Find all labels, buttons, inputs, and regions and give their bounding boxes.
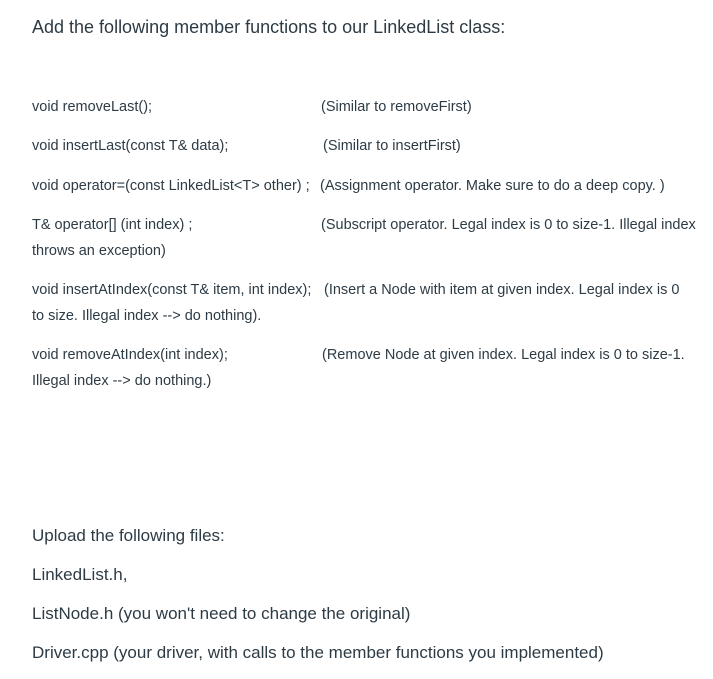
function-item-remove-last bbox=[32, 94, 697, 120]
function-description: (Similar to removeFirst) bbox=[321, 99, 472, 115]
function-signature: void insertLast(const T& data); bbox=[32, 138, 229, 154]
function-signature: void operator=(const LinkedList<T> other) ; bbox=[32, 178, 310, 194]
function-signature: void removeAtIndex(int index); bbox=[32, 347, 228, 363]
function-item-subscript-operator bbox=[32, 212, 697, 264]
page-heading: Add the following member functions to our LinkedList class: bbox=[32, 17, 506, 37]
function-description-continuation: Illegal index --> do nothing.) bbox=[32, 373, 212, 389]
upload-intro: Upload the following files: bbox=[32, 526, 225, 545]
function-description: (Subscript operator. Legal index is 0 to size-1. Illegal index bbox=[321, 217, 696, 233]
function-signature: void insertAtIndex(const T& item, int index); bbox=[32, 282, 312, 298]
function-item-insert-last bbox=[32, 133, 697, 159]
function-description: (Insert a Node with item at given index. Legal index is 0 bbox=[324, 282, 680, 298]
function-description: (Similar to insertFirst) bbox=[323, 138, 461, 154]
function-description-continuation: to size. Illegal index --> do nothing). bbox=[32, 308, 262, 324]
function-item-insert-at-index bbox=[32, 277, 697, 329]
function-item-remove-at-index bbox=[32, 342, 697, 394]
function-item-assignment-operator bbox=[32, 173, 697, 199]
upload-file-driver-cpp: Driver.cpp (your driver, with calls to the member functions you implemented) bbox=[32, 643, 604, 662]
upload-file-linkedlist-h: LinkedList.h, bbox=[32, 565, 128, 584]
function-signature: void removeLast(); bbox=[32, 99, 153, 115]
upload-file-listnode-h: ListNode.h (you won't need to change the original) bbox=[32, 604, 411, 623]
function-description: (Assignment operator. Make sure to do a deep copy. ) bbox=[320, 178, 665, 194]
function-signature: T& operator[] (int index) ; bbox=[32, 217, 193, 233]
function-description: (Remove Node at given index. Legal index is 0 to size-1. bbox=[322, 347, 685, 363]
function-description-continuation: throws an exception) bbox=[32, 243, 166, 259]
